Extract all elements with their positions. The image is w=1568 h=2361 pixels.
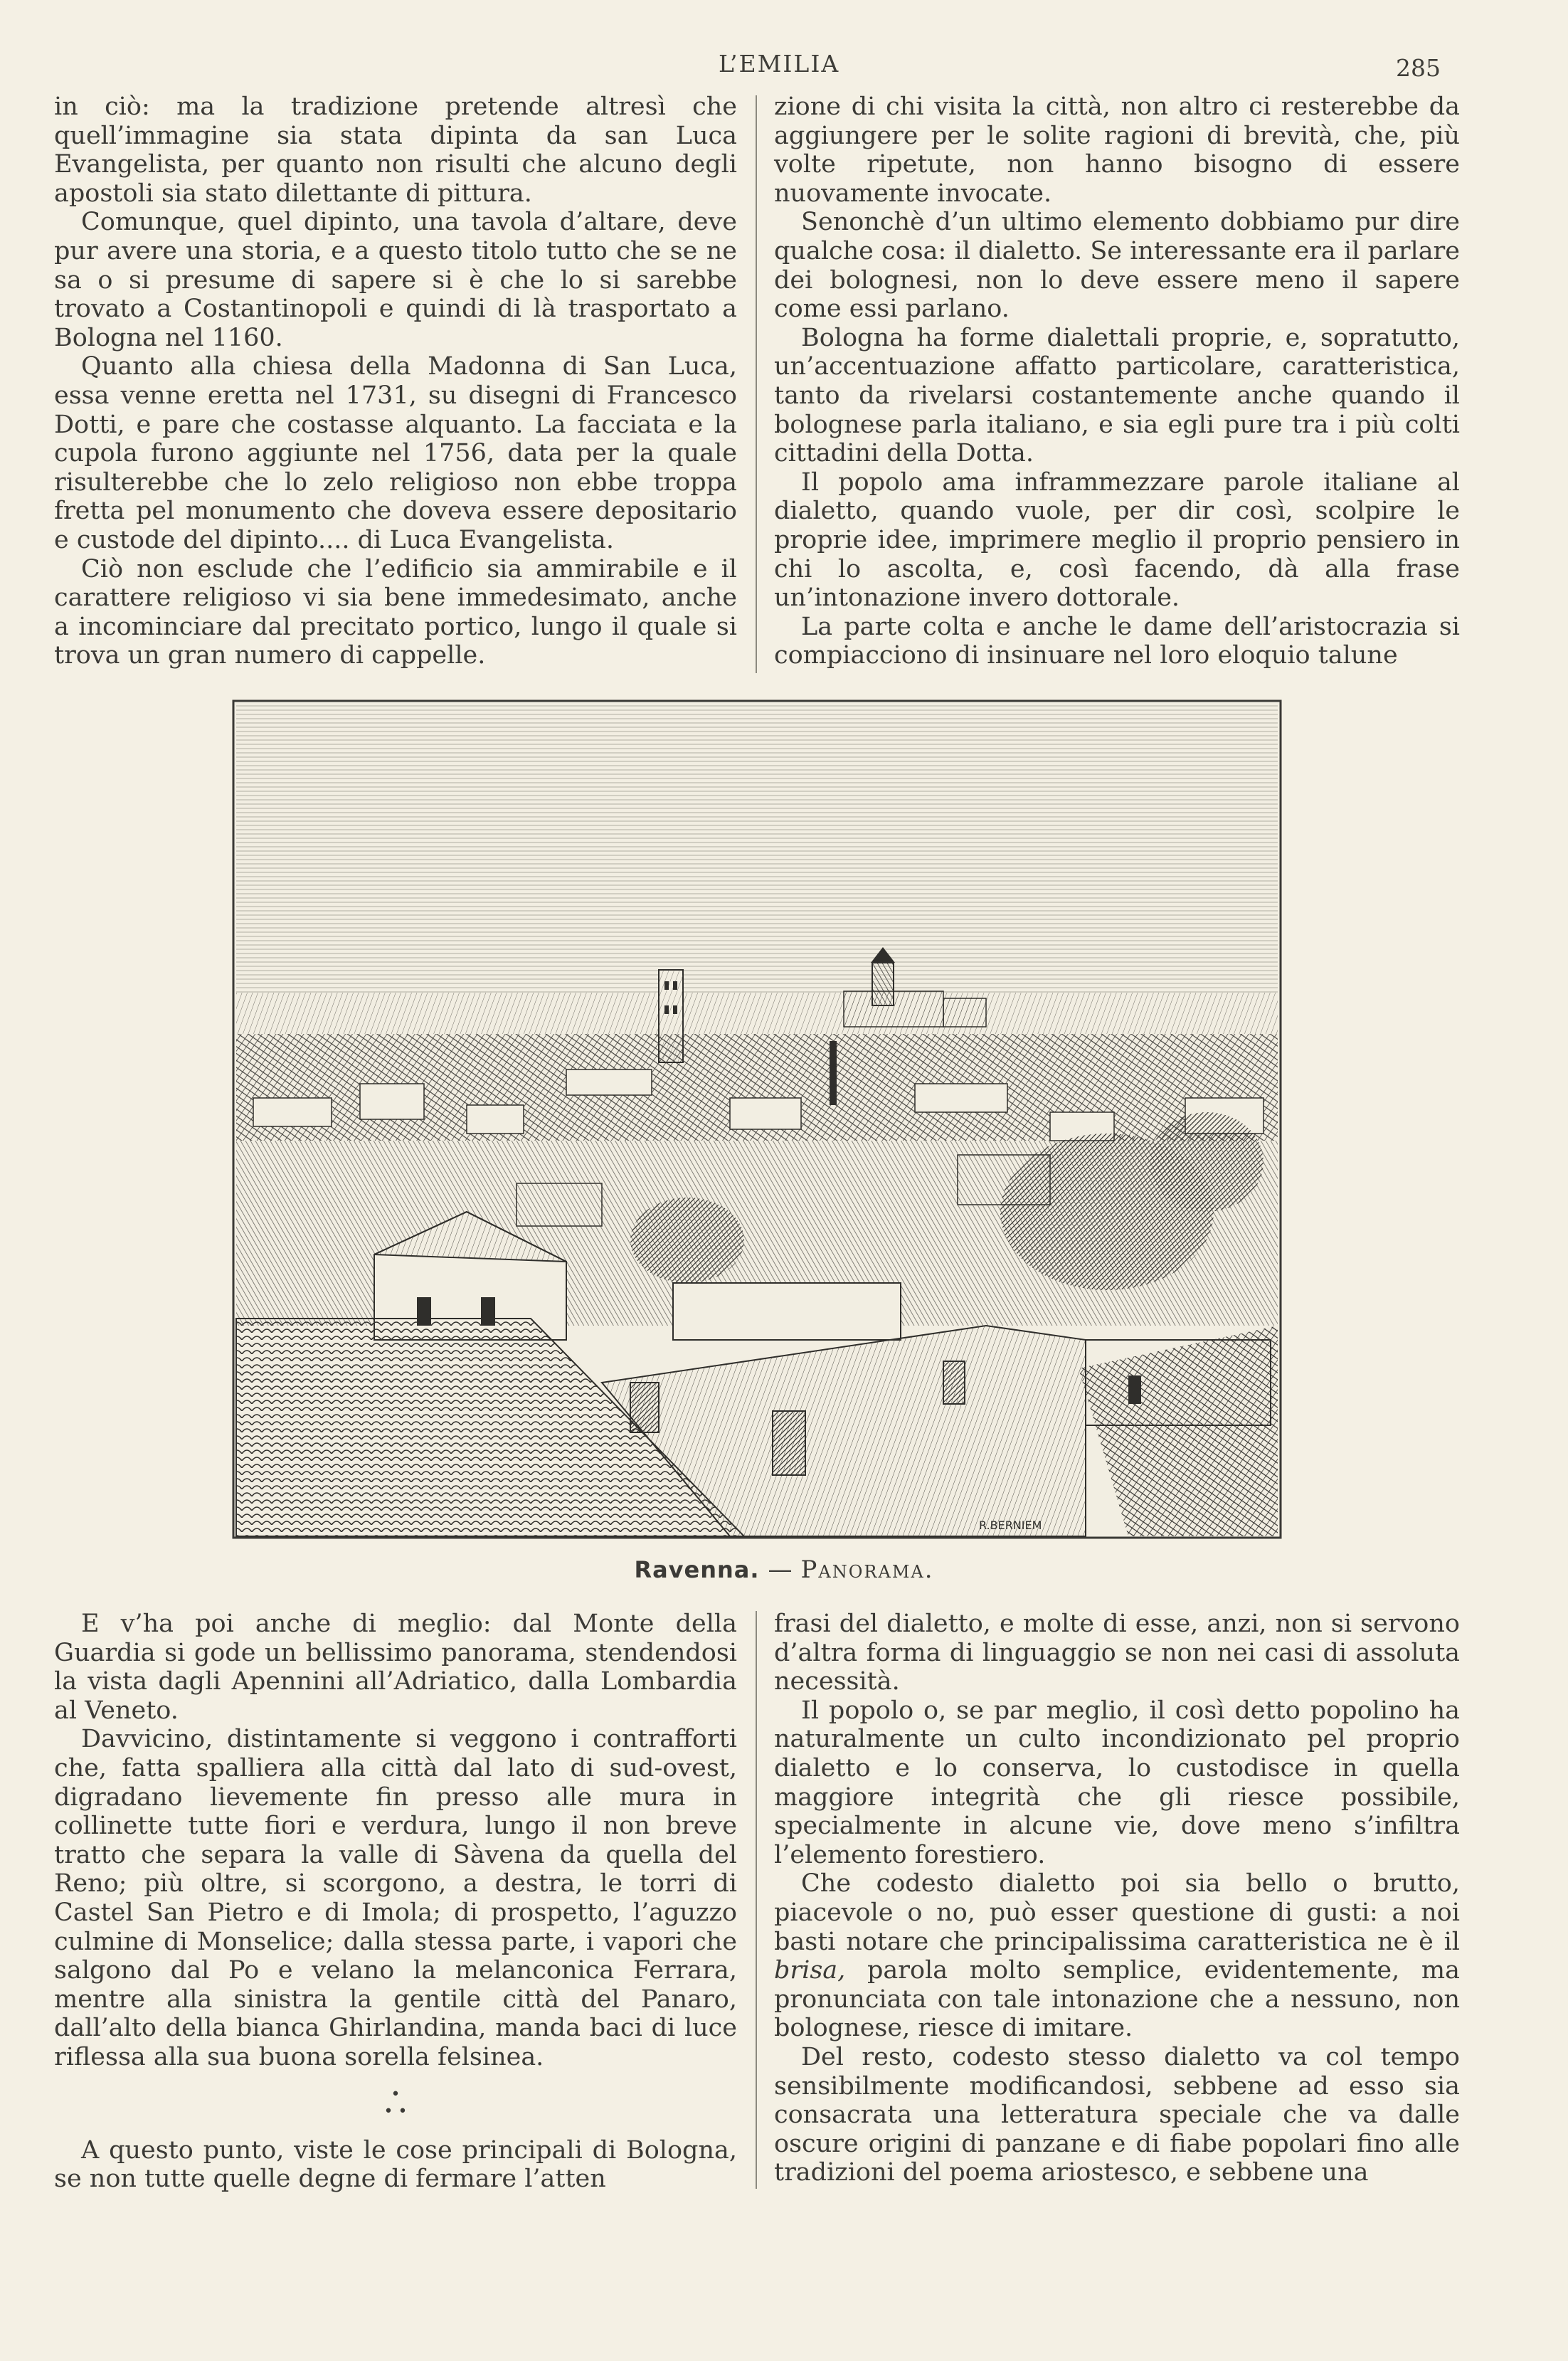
sky-hatching xyxy=(236,704,1278,993)
paragraph: A questo punto, viste le cose principali di Bologna, se non tutte quelle degne di fermare l’atten xyxy=(54,2135,737,2194)
paragraph: E v’ha poi anche di meglio: dal Monte della Guardia si gode un bellissimo panorama, stendendosi la vista dagli Apennini all’Adriatico, dalla Lombardia al Veneto. xyxy=(54,1610,737,1725)
paragraph: Il popolo o, se par meglio, il così detto popolino ha naturalmente un culto incondizionato pel proprio dialetto e lo conserva, lo custodisce in quella maggiore integrità che gli riesce possibile, specialmente in alcune vie, dove meno s’infiltra l’elemento forestiero. xyxy=(774,1696,1460,1869)
bottom-left-column xyxy=(54,1610,737,2194)
paragraph: Quanto alla chiesa della Madonna di San Luca, essa venne eretta nel 1731, su disegni di Francesco Dotti, e pare che costasse alquanto. La facciata e la cupola furono aggiunte nel 1756, data per la quale risulterebbe che lo zelo religioso non ebbe troppa fretta pel monumento che doveva essere depositario e custode del dipinto.... di Luca Evangelista. xyxy=(54,352,737,554)
ornament-dots: • • xyxy=(383,2102,408,2120)
foreground-chimney xyxy=(773,1411,805,1475)
paragraph: zione di chi visita la città, non altro ci resterebbe da aggiungere per le solite ragioni di brevità, che, più volte ripetute, non hanno bisogno di essere nuovamente invocate. xyxy=(774,93,1460,208)
caption-subject: Panorama. xyxy=(800,1555,934,1584)
paragraph: Del resto, codesto stesso dialetto va col tempo sensibilmente modificandosi, sebbene ad esso sia consacrata una letteratura speciale che va dalle oscure origini di panzane e di fiabe popolari fino alle tradizioni del poema ariostesco, e sebbene una xyxy=(774,2042,1460,2187)
paragraph: in ciò: ma la tradizione pretende altresì che quell’immagine sia stata dipinta da san Luca Evangelista, per quanto non risulti che alcuno degli apostoli sia stato dilettante di pittura. xyxy=(54,93,737,208)
running-title: L’EMILIA xyxy=(719,50,840,78)
ornament-dot: • xyxy=(391,2085,401,2103)
distant-city xyxy=(236,993,1278,1034)
dialect-word: brisa, xyxy=(774,1956,846,1985)
paragraph xyxy=(774,1869,1460,2043)
paragraph-text: Che codesto dialetto poi sia bello o brutto, piacevole o no, può esser questione di gusti: a noi basti notare che principalissima caratteristica ne è il xyxy=(774,1869,1460,1956)
paragraph-text: parola molto semplice, evidentemente, ma pronunciata con tale intonazione che a nessuno, non bolognese, riesce di imitare. xyxy=(774,1956,1460,2043)
caption-place: Ravenna. xyxy=(634,1556,760,1583)
column-divider xyxy=(756,95,757,673)
paragraph: Comunque, quel dipinto, una tavola d’altare, deve pur avere una storia, e a questo titolo tutto che se ne sa o si presume di sapere si è che lo si sarebbe trovato a Costantinopoli e quindi di là trasportato a Bologna nel 1160. xyxy=(54,208,737,352)
paragraph: frasi del dialetto, e molte di esse, anzi, non si servono d’altra forma di linguaggio se non nei casi di assoluta necessità. xyxy=(774,1610,1460,1696)
top-left-column xyxy=(54,93,737,670)
page-number: 285 xyxy=(1396,54,1441,82)
caption-dash: — xyxy=(768,1555,793,1584)
paragraph: La parte colta e anche le dame dell’aristocrazia si compiacciono di insinuare nel loro eloquio talune xyxy=(774,612,1460,670)
foreground-chimney xyxy=(943,1361,965,1404)
paragraph: Davvicino, distintamente si veggono i contrafforti che, fatta spalliera alla città dal lato di sud-ovest, digradano lievemente fin presso alle mura in collinette tutte fiori e verdura, lungo il non breve tratto che separa la valle di Sàvena da quella del Reno; più oltre, si scorgono, a destra, le torri di Castel San Pietro e di Imola; di prospetto, l’aguzzo culmine di Monselice; dalla stessa parte, i vapori che salgono dal Po e velano la melanconica Ferrara, mentre alla sinistra la gentile città del Panaro, dall’alto della bianca Ghirlandina, manda baci di luce riflessa alla sua buona sorella felsinea. xyxy=(54,1725,737,2071)
paragraph: Bologna ha forme dialettali proprie, e, sopratutto, un’accentuazione affatto particolare, caratteristica, tanto da rivelarsi costantemente anche quando il bolognese parla italiano, e sia egli pure tra i più colti cittadini della Dotta. xyxy=(774,323,1460,468)
top-right-column xyxy=(774,93,1460,670)
paragraph: Senonchè d’un ultimo elemento dobbiamo pur dire qualche cosa: il dialetto. Se interessante era il parlare dei bolognesi, non lo deve essere meno il sapere come essi parlano. xyxy=(774,208,1460,324)
foreground-chimney xyxy=(630,1383,659,1432)
bottom-right-column xyxy=(774,1610,1460,2187)
column-divider xyxy=(756,1611,757,2189)
paragraph: Il popolo ama inframmezzare parole italiane al dialetto, quando vuole, per dir così, scolpire le proprie idee, imprimere meglio il proprio pensiero in chi lo ascolta, e, così facendo, dà alla frase un’intonazione invero dottorale. xyxy=(774,468,1460,613)
page-header xyxy=(0,44,1568,87)
section-ornament xyxy=(54,2086,737,2120)
ravenna-panorama-engraving xyxy=(232,699,1282,1539)
figure-caption xyxy=(0,1555,1568,1584)
paragraph: Ciò non esclude che l’edificio sia ammirabile e il carattere religioso vi sia bene immedesimato, anche a incominciare dal precitato portico, lungo il quale si trova un gran numero di cappelle. xyxy=(54,554,737,670)
engraver-signature: R.BERNIEM xyxy=(979,1518,1042,1532)
